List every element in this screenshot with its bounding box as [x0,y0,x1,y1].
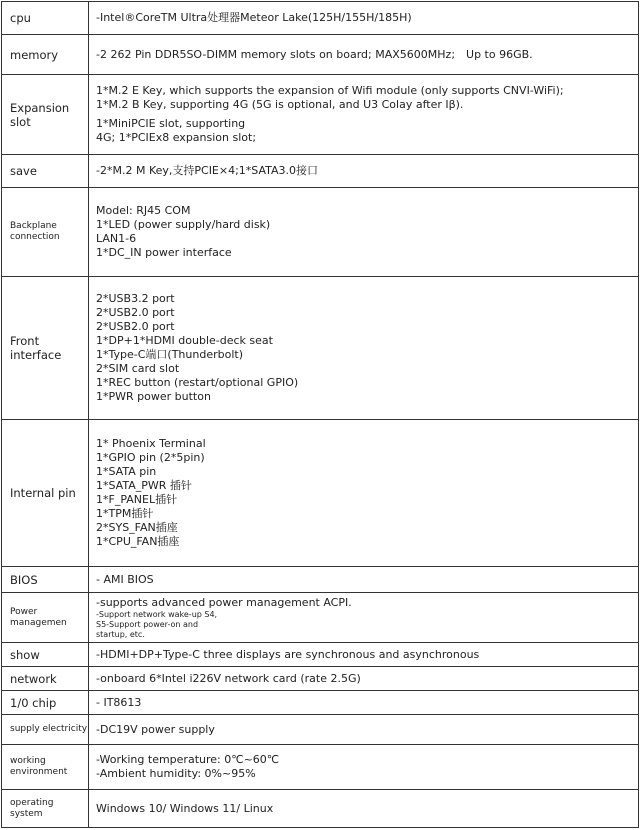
row-value-cell [89,155,639,188]
value-line: 1*M.2 B Key, supporting 4G (5G is optional, and U3 Colay after Iβ). [96,98,464,111]
row-label: Expansion slot [10,100,70,129]
row-label-cell [2,643,89,667]
row-label-cell [2,188,89,277]
row-label-cell [2,75,89,155]
row-label-cell [2,593,89,643]
spec-table [1,1,639,828]
value-line: -HDMI+DP+Type-C three displays are synchronous and asynchronous [96,647,480,661]
row-label: show [10,647,40,662]
row-value-cell [89,691,639,715]
value-line: 1*SATA pin [96,465,157,478]
value-line: -2 262 Pin DDR5SO-DIMM memory slots on board; MAX5600MHz; Up to 96GB. [96,47,533,61]
row-label: Front interface [10,334,62,362]
value-line: 1*M.2 E Key, which supports the expansion of Wifi module (only supports CNVI-WiFi); [96,84,564,97]
row-cpu [2,2,639,35]
value-line: 1*F_PANEL插针 [96,493,178,506]
value-line: 1*GPIO pin (2*5pin) [96,451,205,464]
value-line: -Intel®CoreTM Ultra处理器Meteor Lake(125H/155H/185H) [96,11,412,24]
row-label-cell [2,715,89,745]
row-backplane-connection [2,188,639,277]
value-line: 4G; 1*PCIEx8 expansion slot; [96,131,257,144]
value-line: 2*USB3.2 port [96,292,175,305]
value-line: 1*MiniPCIE slot, supporting [96,117,246,130]
row-label: cpu [10,11,31,25]
value-line: - AMI BIOS [96,572,154,586]
value-line: -Ambient humidity: 0%~95% [96,767,256,780]
value-line: -Working temperature: 0℃~60℃ [96,753,280,766]
row-label: working environment [10,756,68,777]
value-line: 1*Type-C端口(Thunderbolt) [96,348,243,361]
row-supply-electricity [2,715,639,745]
row-label-cell [2,667,89,691]
row-value-cell [89,715,639,745]
row-label-cell [2,35,89,75]
value-line: 1*LED (power supply/hard disk) [96,218,271,231]
row-label-cell [2,277,89,420]
value-line: 2*SYS_FAN插座 [96,521,178,534]
row-value-cell [89,277,639,420]
row-front-interface [2,277,639,420]
row-value-cell [89,188,639,277]
row-label-cell [2,745,89,790]
row-value-cell [89,667,639,691]
value-line: - IT8613 [96,695,142,709]
row-expansion-slot [2,75,639,155]
value-line: 1*TPM插针 [96,507,154,520]
row-value-cell [89,593,639,643]
row-label-cell [2,420,89,567]
value-line: 2*SIM card slot [96,362,180,375]
row-io-chip [2,691,639,715]
row-show [2,643,639,667]
row-bios [2,567,639,593]
value-line: Model: RJ45 COM [96,204,191,217]
row-value-cell [89,35,639,75]
row-memory [2,35,639,75]
row-label: supply electricity [10,724,88,734]
value-line: 2*USB2.0 port [96,320,175,333]
row-value-cell [89,2,639,35]
row-value-cell [89,420,639,567]
row-label-cell [2,790,89,828]
row-label: network [10,671,57,686]
row-save [2,155,639,188]
value-line: 2*USB2.0 port [96,306,175,319]
value-line: -onboard 6*Intel i226V network card (rate 2.5G) [96,671,361,685]
value-line: -Support network wake-up S4, [96,609,218,619]
row-label-cell [2,2,89,35]
value-line: 1* Phoenix Terminal [96,437,206,450]
row-value-cell [89,790,639,828]
row-label: Power managemen [10,606,67,628]
row-value-cell [89,643,639,667]
row-label: operating system [10,797,54,819]
value-line: 1*CPU_FAN插座 [96,535,180,548]
row-label: BIOS [10,572,38,587]
value-line: -supports advanced power management ACPI. [96,595,352,609]
row-value-cell [89,75,639,155]
value-line: LAN1-6 [96,232,137,245]
value-line: Windows 10/ Windows 11/ Linux [96,801,274,815]
row-value-cell [89,567,639,593]
row-label: Backplane connection [10,221,60,242]
row-label: memory [10,47,59,62]
row-label-cell [2,691,89,715]
row-working-environment [2,745,639,790]
row-power-management [2,593,639,643]
value-line: -2*M.2 M Key,支持PCIE×4;1*SATA3.0接口 [96,164,319,177]
row-internal-pin [2,420,639,567]
value-line: startup, etc. [96,629,145,639]
value-line: 1*PWR power button [96,390,211,403]
row-network [2,667,639,691]
row-label-cell [2,567,89,593]
value-line: -DC19V power supply [96,722,215,736]
value-line: 1*DP+1*HDMI double-deck seat [96,334,273,347]
row-label: save [10,164,37,178]
value-line: 1*SATA_PWR 插针 [96,479,192,492]
row-label-cell [2,155,89,188]
value-line: S5-Support power-on and [96,619,199,629]
row-operating-system [2,790,639,828]
value-line: 1*REC button (restart/optional GPIO) [96,376,299,389]
value-line: 1*DC_IN power interface [96,246,232,259]
row-value-cell [89,745,639,790]
row-label: 1/0 chip [10,695,57,710]
row-label: Internal pin [10,486,76,500]
